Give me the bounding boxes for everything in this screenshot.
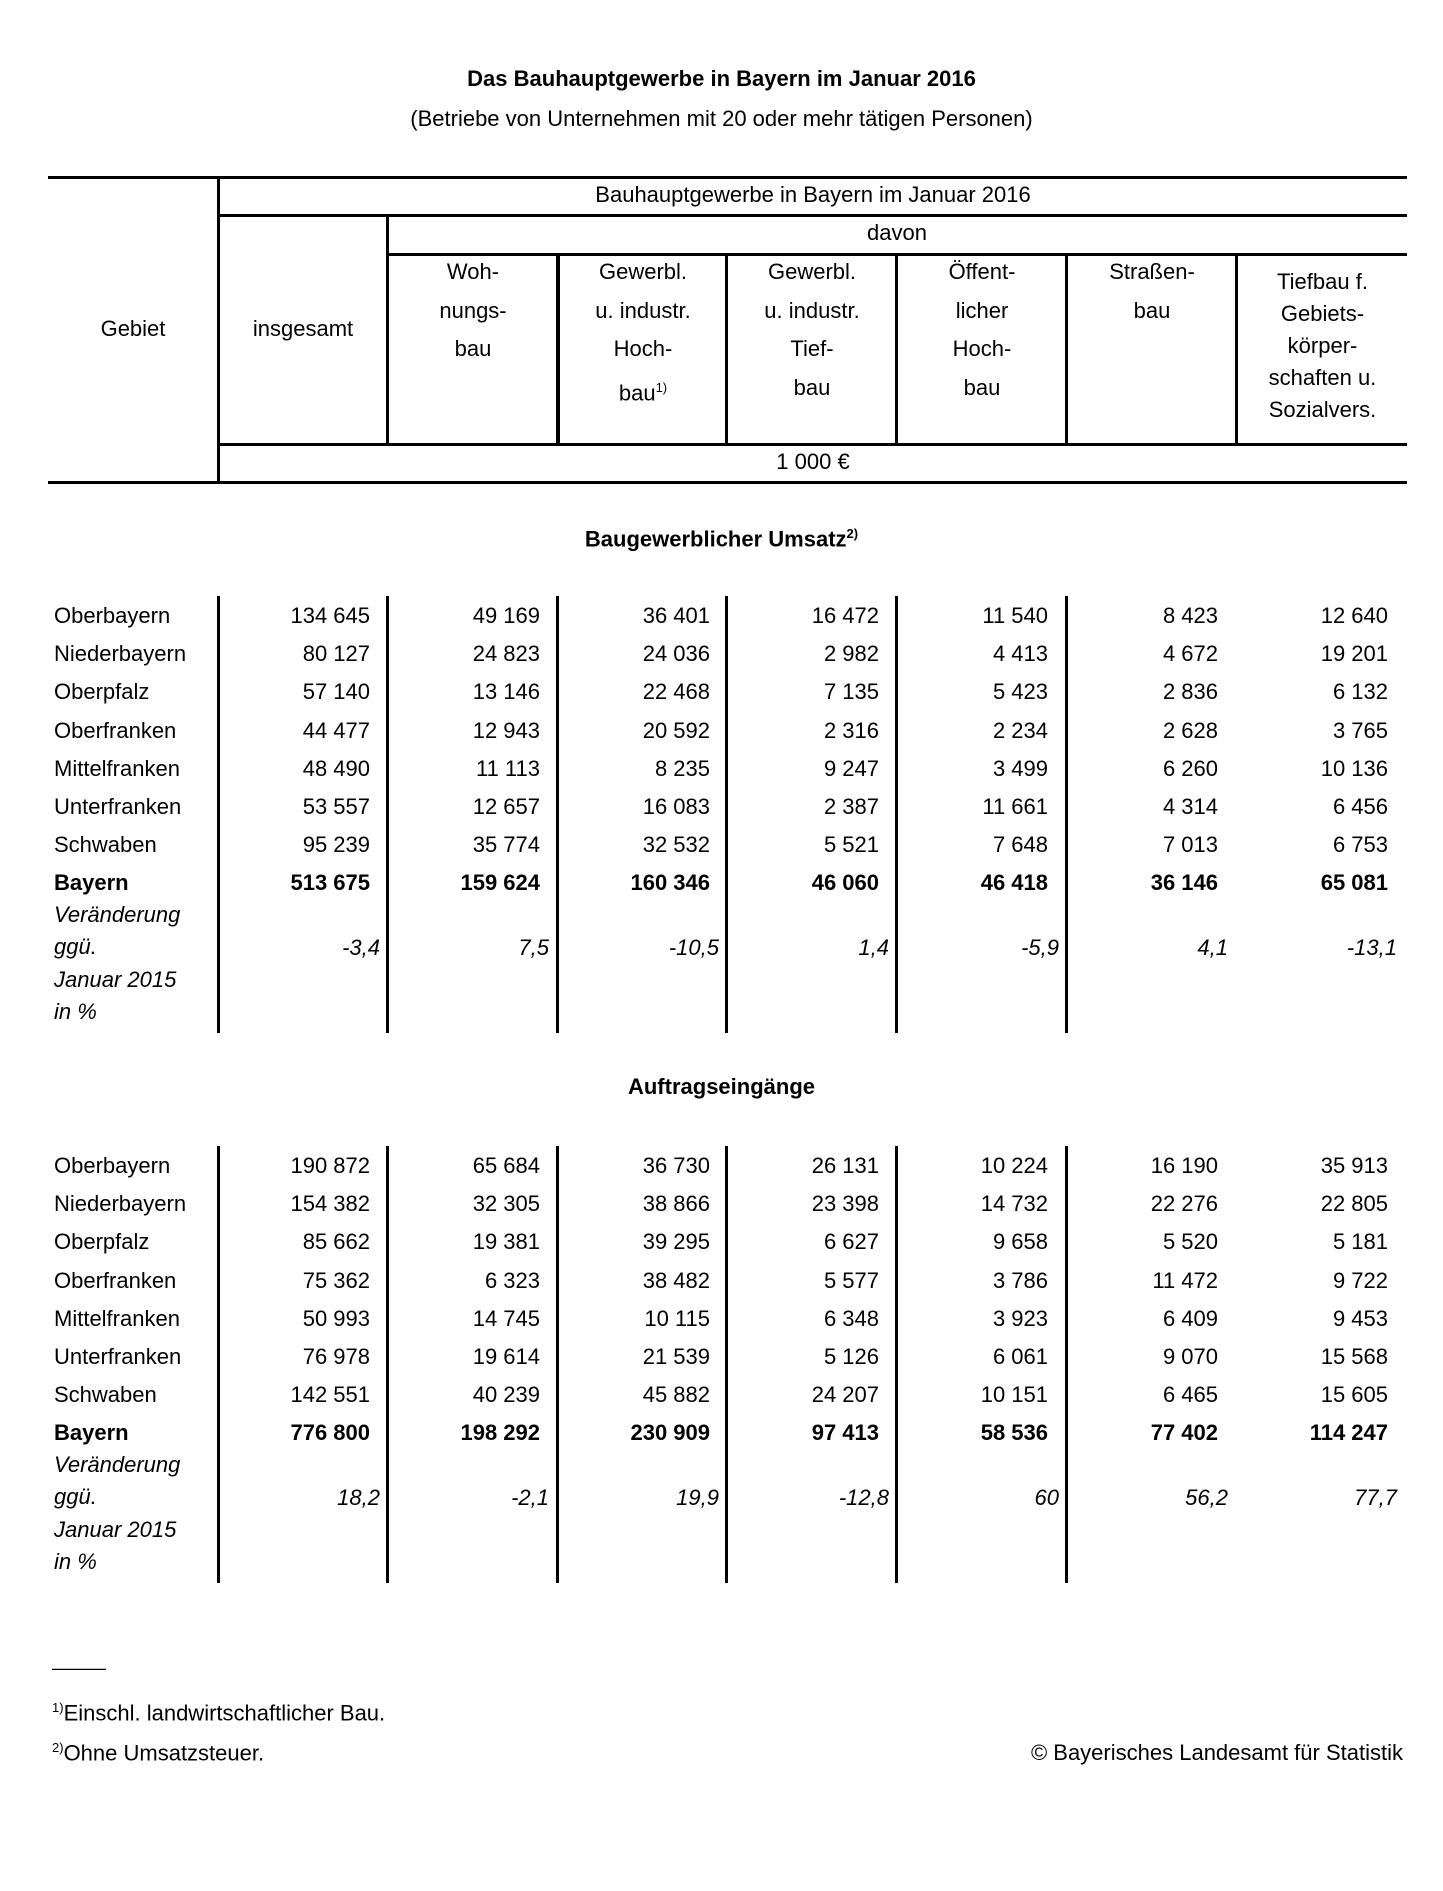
- column-header-insgesamt: insgesamt: [252, 316, 354, 341]
- row-label: Oberfranken: [54, 717, 177, 743]
- total-row: [0, 1414, 1443, 1452]
- page-title: Das Bauhauptgewerbe in Bayern im Januar 2016: [467, 66, 976, 91]
- table-cell: 5 521: [823, 832, 879, 858]
- change-row: [0, 1449, 1443, 1579]
- footnote-2: $^{2)}$Ohne Umsatzsteuer.: [52, 1740, 265, 1766]
- table-cell: 8 235: [654, 755, 710, 781]
- table-cell: 36 401: [642, 603, 710, 628]
- row-label: Schwaben: [54, 1382, 157, 1408]
- table-cell: 23 398: [811, 1191, 879, 1217]
- column-header-strassenbau: Straßen- bau: [1109, 259, 1195, 323]
- table-cell: 3 765: [1332, 717, 1388, 743]
- footnote-marker: 1): [655, 379, 668, 395]
- table-cell: 10 224: [980, 1153, 1048, 1178]
- table-cell: 65 081: [1320, 870, 1388, 896]
- row-label: Unterfranken: [54, 1344, 182, 1369]
- table-cell: 24 207: [811, 1382, 879, 1408]
- table-cell: 159 624: [460, 870, 540, 896]
- table-cell: 95 239: [302, 832, 370, 858]
- gebiet-header: Gebiet: [100, 316, 166, 341]
- table-cell: 48 490: [302, 755, 370, 781]
- table-cell: 13 146: [472, 679, 540, 705]
- column-header-wohnungsbau: Woh- nungs- bau: [439, 259, 507, 361]
- column-header-tiefbau-gebietskoerperschaften: Tiefbau f. Gebiets- körper- schaften u. Sozialvers.: [1268, 269, 1377, 422]
- change-row: [0, 899, 1443, 1029]
- table-cell: 7 648: [992, 832, 1048, 858]
- change-cell: -12,8: [838, 1484, 889, 1510]
- table-cell: 16 190: [1150, 1153, 1218, 1178]
- change-cell: -10,5: [668, 934, 719, 960]
- table-cell: 6 260: [1162, 755, 1218, 781]
- unit-header: 1 000 €: [776, 449, 850, 474]
- table-row: [0, 1262, 1443, 1300]
- table-cell: 776 800: [290, 1420, 370, 1446]
- table-cell: 32 305: [472, 1191, 540, 1217]
- table-cell: 6 409: [1162, 1305, 1218, 1331]
- table-cell: 35 913: [1320, 1153, 1388, 1178]
- table-cell: 2 628: [1162, 717, 1218, 743]
- table-cell: 39 295: [642, 1229, 710, 1255]
- table-row: [0, 673, 1443, 711]
- row-label: Schwaben: [54, 832, 157, 858]
- table-cell: 6 132: [1332, 679, 1388, 705]
- table-cell: 19 381: [472, 1229, 540, 1255]
- table-cell: 21 539: [642, 1344, 710, 1369]
- section-title: Baugewerblicher Umsatz$^{2)}$: [584, 526, 859, 552]
- table-cell: 2 234: [992, 717, 1048, 743]
- table-cell: 6 456: [1332, 794, 1388, 819]
- footnote-1: $^{1)}$Einschl. landwirtschaftlicher Bau.: [52, 1700, 386, 1726]
- table-cell: 6 061: [992, 1344, 1048, 1369]
- table-cell: 5 181: [1332, 1229, 1388, 1255]
- row-label: Oberbayern: [54, 603, 171, 628]
- table-cell: 85 662: [302, 1229, 370, 1255]
- row-label: Bayern: [54, 1420, 129, 1446]
- table-cell: 198 292: [460, 1420, 540, 1446]
- table-cell: 5 577: [823, 1267, 879, 1293]
- table-row: [0, 1185, 1443, 1223]
- table-cell: 36 146: [1150, 870, 1218, 896]
- row-label: Oberpfalz: [54, 679, 150, 705]
- table-cell: 9 658: [992, 1229, 1048, 1255]
- table-cell: 97 413: [811, 1420, 879, 1446]
- change-cell: 60: [1034, 1484, 1059, 1510]
- table-cell: 32 532: [642, 832, 710, 858]
- table-row: [0, 750, 1443, 788]
- column-header-gewerbl-hochbau: Gewerbl. u. industr. Hoch- bau$^{1)}$: [595, 259, 691, 405]
- row-label: Niederbayern: [54, 1191, 187, 1217]
- page-subtitle: (Betriebe von Unternehmen mit 20 oder mehr tätigen Personen): [410, 106, 1033, 131]
- table-cell: 4 672: [1162, 641, 1218, 667]
- change-label: Veränderung ggü. Januar 2015 in %: [54, 1451, 181, 1575]
- change-cell: 18,2: [337, 1484, 380, 1510]
- column-header-oeffentlicher-hochbau: Öffent- licher Hoch- bau: [948, 259, 1016, 400]
- change-cell: -2,1: [511, 1484, 549, 1510]
- footnote-rule: ———: [52, 1658, 106, 1678]
- table-cell: 38 482: [642, 1267, 710, 1293]
- table-cell: 4 314: [1162, 794, 1218, 819]
- row-label: Oberbayern: [54, 1153, 171, 1178]
- section-title: Auftragseingänge: [627, 1074, 816, 1099]
- table-cell: 114 247: [1309, 1420, 1388, 1446]
- davon-header: davon: [867, 220, 927, 245]
- table-cell: 11 661: [982, 794, 1048, 819]
- change-cell: 7,5: [518, 934, 549, 960]
- table-cell: 142 551: [290, 1382, 370, 1408]
- table-cell: 24 823: [472, 641, 540, 667]
- table-cell: 15 605: [1320, 1382, 1388, 1408]
- table-cell: 22 805: [1320, 1191, 1388, 1217]
- table-cell: 2 387: [823, 794, 879, 819]
- table-cell: 24 036: [642, 641, 710, 667]
- column-header-gewerbl-tiefbau: Gewerbl. u. industr. Tief- bau: [764, 259, 860, 400]
- table-cell: 19 614: [472, 1344, 540, 1369]
- table-cell: 58 536: [980, 1420, 1048, 1446]
- table-cell: 230 909: [630, 1420, 710, 1446]
- change-cell: 4,1: [1197, 934, 1228, 960]
- table-cell: 6 627: [823, 1229, 879, 1255]
- table-cell: 9 453: [1332, 1305, 1388, 1331]
- table-cell: 6 465: [1162, 1382, 1218, 1408]
- table-row: [0, 1300, 1443, 1338]
- table-cell: 6 323: [484, 1267, 540, 1293]
- table-row: [0, 1147, 1443, 1185]
- table-cell: 12 640: [1320, 603, 1388, 628]
- table-cell: 57 140: [302, 679, 370, 705]
- group-header: Bauhauptgewerbe in Bayern im Januar 2016: [595, 182, 1031, 207]
- table-cell: 3 923: [992, 1305, 1048, 1331]
- change-label: Veränderung ggü. Januar 2015 in %: [54, 901, 181, 1025]
- table-cell: 49 169: [472, 603, 540, 628]
- table-cell: 76 978: [302, 1344, 370, 1369]
- table-cell: 14 745: [472, 1305, 540, 1331]
- table-cell: 11 540: [982, 603, 1048, 628]
- footnote-marker: 2): [846, 526, 859, 541]
- row-label: Bayern: [54, 870, 129, 896]
- table-cell: 9 070: [1162, 1344, 1218, 1369]
- change-cell: 19,9: [676, 1484, 719, 1510]
- table-cell: 46 418: [980, 870, 1048, 896]
- table-cell: 65 684: [472, 1153, 540, 1178]
- table-cell: 45 882: [642, 1382, 710, 1408]
- table-cell: 5 520: [1162, 1229, 1218, 1255]
- table-cell: 5 126: [823, 1344, 879, 1369]
- table-cell: 38 866: [642, 1191, 710, 1217]
- table-cell: 190 872: [290, 1153, 370, 1178]
- change-cell: 1,4: [858, 934, 889, 960]
- table-cell: 53 557: [302, 794, 370, 819]
- table-cell: 15 568: [1320, 1344, 1388, 1369]
- row-label: Unterfranken: [54, 794, 182, 819]
- change-cell: 77,7: [1354, 1484, 1397, 1510]
- table-cell: 35 774: [472, 832, 540, 858]
- table-cell: 16 472: [811, 603, 879, 628]
- change-cell: 56,2: [1185, 1484, 1228, 1510]
- table-cell: 2 836: [1162, 679, 1218, 705]
- table-cell: 26 131: [811, 1153, 879, 1178]
- table-cell: 12 657: [472, 794, 540, 819]
- table-row: [0, 788, 1443, 826]
- row-label: Mittelfranken: [54, 1305, 180, 1331]
- table-cell: 154 382: [290, 1191, 370, 1217]
- table-cell: 22 276: [1150, 1191, 1218, 1217]
- copyright: © Bayerisches Landesamt für Statistik: [1030, 1740, 1403, 1765]
- table-cell: 50 993: [302, 1305, 370, 1331]
- table-cell: 4 413: [992, 641, 1048, 667]
- table-cell: 46 060: [811, 870, 879, 896]
- table-row: [0, 1338, 1443, 1376]
- table-cell: 36 730: [642, 1153, 710, 1178]
- table-cell: 10 136: [1320, 755, 1388, 781]
- table-cell: 20 592: [642, 717, 710, 743]
- table-row: [0, 826, 1443, 864]
- table-cell: 75 362: [302, 1267, 370, 1293]
- table-cell: 11 472: [1152, 1267, 1218, 1293]
- table-cell: 44 477: [302, 717, 370, 743]
- table-cell: 12 943: [472, 717, 540, 743]
- row-label: Mittelfranken: [54, 755, 180, 781]
- table-row: [0, 635, 1443, 673]
- change-cell: -5,9: [1021, 934, 1059, 960]
- table-cell: 513 675: [290, 870, 370, 896]
- table-cell: 11 113: [475, 755, 540, 781]
- table-cell: 7 013: [1162, 832, 1218, 858]
- table-cell: 22 468: [642, 679, 710, 705]
- table-cell: 7 135: [823, 679, 879, 705]
- table-cell: 14 732: [980, 1191, 1048, 1217]
- table-cell: 80 127: [302, 641, 370, 667]
- table-cell: 2 982: [823, 641, 879, 667]
- table-cell: 3 499: [992, 755, 1048, 781]
- table-cell: 134 645: [290, 603, 370, 628]
- table-row: [0, 712, 1443, 750]
- table-cell: 2 316: [823, 717, 879, 743]
- table-row: [0, 597, 1443, 635]
- change-cell: -3,4: [342, 934, 380, 960]
- table-cell: 16 083: [642, 794, 710, 819]
- table-cell: 9 247: [823, 755, 879, 781]
- table-cell: 6 348: [823, 1305, 879, 1331]
- table-row: [0, 1223, 1443, 1261]
- table-cell: 9 722: [1332, 1267, 1388, 1293]
- table-cell: 10 151: [980, 1382, 1048, 1408]
- table-cell: 40 239: [472, 1382, 540, 1408]
- table-cell: 6 753: [1332, 832, 1388, 858]
- table-cell: 10 115: [644, 1305, 710, 1331]
- table-cell: 19 201: [1320, 641, 1388, 667]
- table-cell: 8 423: [1162, 603, 1218, 628]
- row-label: Oberfranken: [54, 1267, 177, 1293]
- table-row: [0, 1376, 1443, 1414]
- table-cell: 160 346: [630, 870, 710, 896]
- table-cell: 5 423: [992, 679, 1048, 705]
- table-cell: 3 786: [992, 1267, 1048, 1293]
- table-cell: 77 402: [1150, 1420, 1218, 1446]
- row-label: Niederbayern: [54, 641, 187, 667]
- total-row: [0, 864, 1443, 902]
- change-cell: -13,1: [1346, 934, 1397, 960]
- row-label: Oberpfalz: [54, 1229, 150, 1255]
